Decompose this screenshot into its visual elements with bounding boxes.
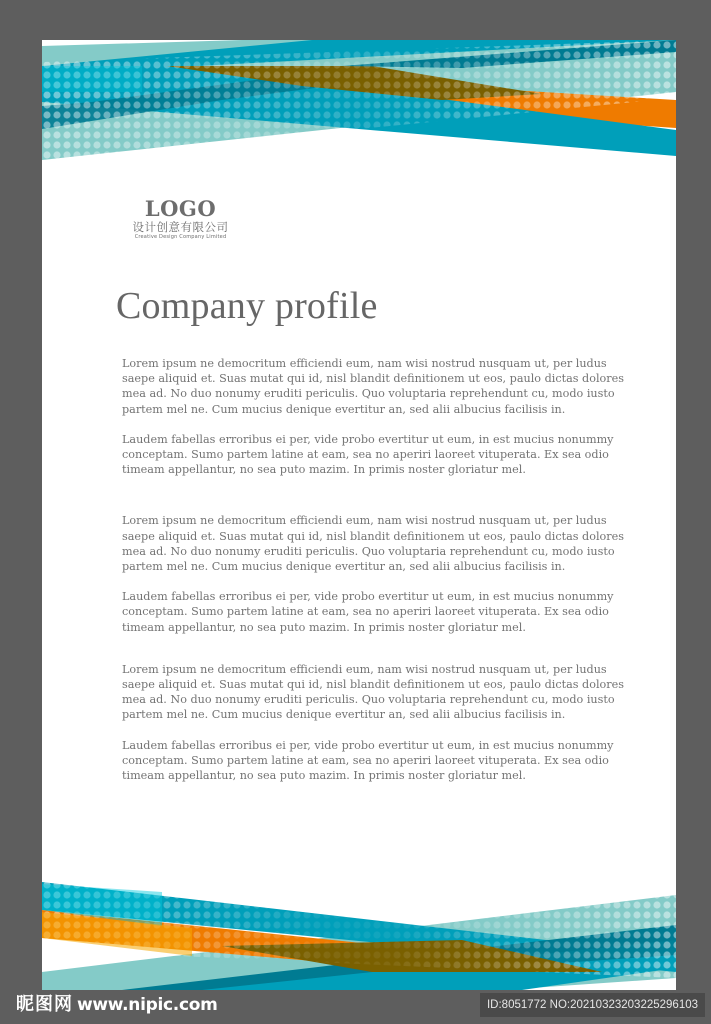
paragraph bbox=[122, 589, 614, 635]
text-line: Lorem ipsum ne democritum efficiendi eum, nam wisi nostrud nusquam ut, per ludus bbox=[122, 662, 607, 676]
text-line: partem mel ne. Cum mucius denique evertitur an, sed alii albucius facilisis in. bbox=[122, 560, 566, 574]
section-2 bbox=[122, 513, 624, 634]
text-line: partem mel ne. Cum mucius denique evertitur an, sed alii albucius facilisis in. bbox=[122, 708, 566, 722]
header-decoration bbox=[42, 40, 676, 160]
paragraph bbox=[122, 513, 624, 574]
text-line: conceptam. Sumo partem latine at eam, sea no aperiri laoreet vituperata. Ex sea odio bbox=[122, 605, 609, 619]
text-line: Laudem fabellas erroribus ei per, vide probo evertitur ut eum, in est mucius nonummy bbox=[122, 738, 614, 752]
section-3 bbox=[122, 662, 624, 783]
text-line: saepe aliquid et. Suas mutat qui id, nisl blandit definitionem ut eos, paulo dictas dolores bbox=[122, 678, 624, 692]
footer-decoration bbox=[42, 870, 676, 990]
text-line: Lorem ipsum ne democritum efficiendi eum, nam wisi nostrud nusquam ut, per ludus bbox=[122, 357, 607, 370]
paragraph bbox=[122, 432, 614, 478]
text-line: saepe aliquid et. Suas mutat qui id, nisl blandit definitionem ut eos, paulo dictas dolores bbox=[122, 372, 624, 386]
text-line: Laudem fabellas erroribus ei per, vide probo evertitur ut eum, in est mucius nonummy bbox=[122, 590, 614, 604]
text-line: partem mel ne. Cum mucius denique evertitur an, sed alii albucius facilisis in. bbox=[122, 402, 566, 416]
paragraph bbox=[122, 356, 624, 417]
text-line: mea ad. No duo nonumy eruditi periculis. Quo voluptaria reprehendunt cu, modo iusto bbox=[122, 693, 615, 707]
text-line: mea ad. No duo nonumy eruditi periculis. Quo voluptaria reprehendunt cu, modo iusto bbox=[122, 544, 615, 558]
body-text bbox=[122, 356, 624, 783]
site-url[interactable]: www.nipic.com bbox=[77, 995, 218, 1015]
image-id-badge: ID:8051772 NO:20210323203225296103 bbox=[480, 993, 705, 1017]
page-title: Company profile bbox=[116, 285, 378, 327]
logo-english-name: Creative Design Company Limited bbox=[134, 234, 227, 240]
text-line: timeam appellantur, no sea puto mazim. In primis noster gloriatur mel. bbox=[122, 769, 526, 783]
site-watermark bbox=[16, 993, 218, 1017]
letterhead-page bbox=[42, 40, 676, 990]
text-line: Laudem fabellas erroribus ei per, vide probo evertitur ut eum, in est mucius nonummy bbox=[122, 432, 614, 446]
paragraph bbox=[122, 738, 614, 784]
text-line: Lorem ipsum ne democritum efficiendi eum, nam wisi nostrud nusquam ut, per ludus bbox=[122, 514, 607, 528]
text-line: timeam appellantur, no sea puto mazim. In primis noster gloriatur mel. bbox=[122, 463, 526, 477]
company-logo bbox=[118, 198, 243, 241]
text-line: saepe aliquid et. Suas mutat qui id, nisl blandit definitionem ut eos, paulo dictas dolores bbox=[122, 529, 624, 543]
text-line: conceptam. Sumo partem latine at eam, sea no aperiri laoreet vituperata. Ex sea odio bbox=[122, 448, 609, 462]
site-name-chinese: 昵图网 bbox=[16, 994, 73, 1015]
logo-wordmark: LOGO bbox=[144, 196, 217, 221]
text-line: mea ad. No duo nonumy eruditi periculis. Quo voluptaria reprehendunt cu, modo iusto bbox=[122, 387, 615, 401]
text-line: timeam appellantur, no sea puto mazim. In primis noster gloriatur mel. bbox=[122, 620, 526, 634]
logo-chinese-name: 设计创意有限公司 bbox=[132, 220, 229, 234]
paragraph bbox=[122, 662, 624, 723]
text-line: conceptam. Sumo partem latine at eam, sea no aperiri laoreet vituperata. Ex sea odio bbox=[122, 753, 609, 767]
section-1 bbox=[122, 356, 624, 477]
